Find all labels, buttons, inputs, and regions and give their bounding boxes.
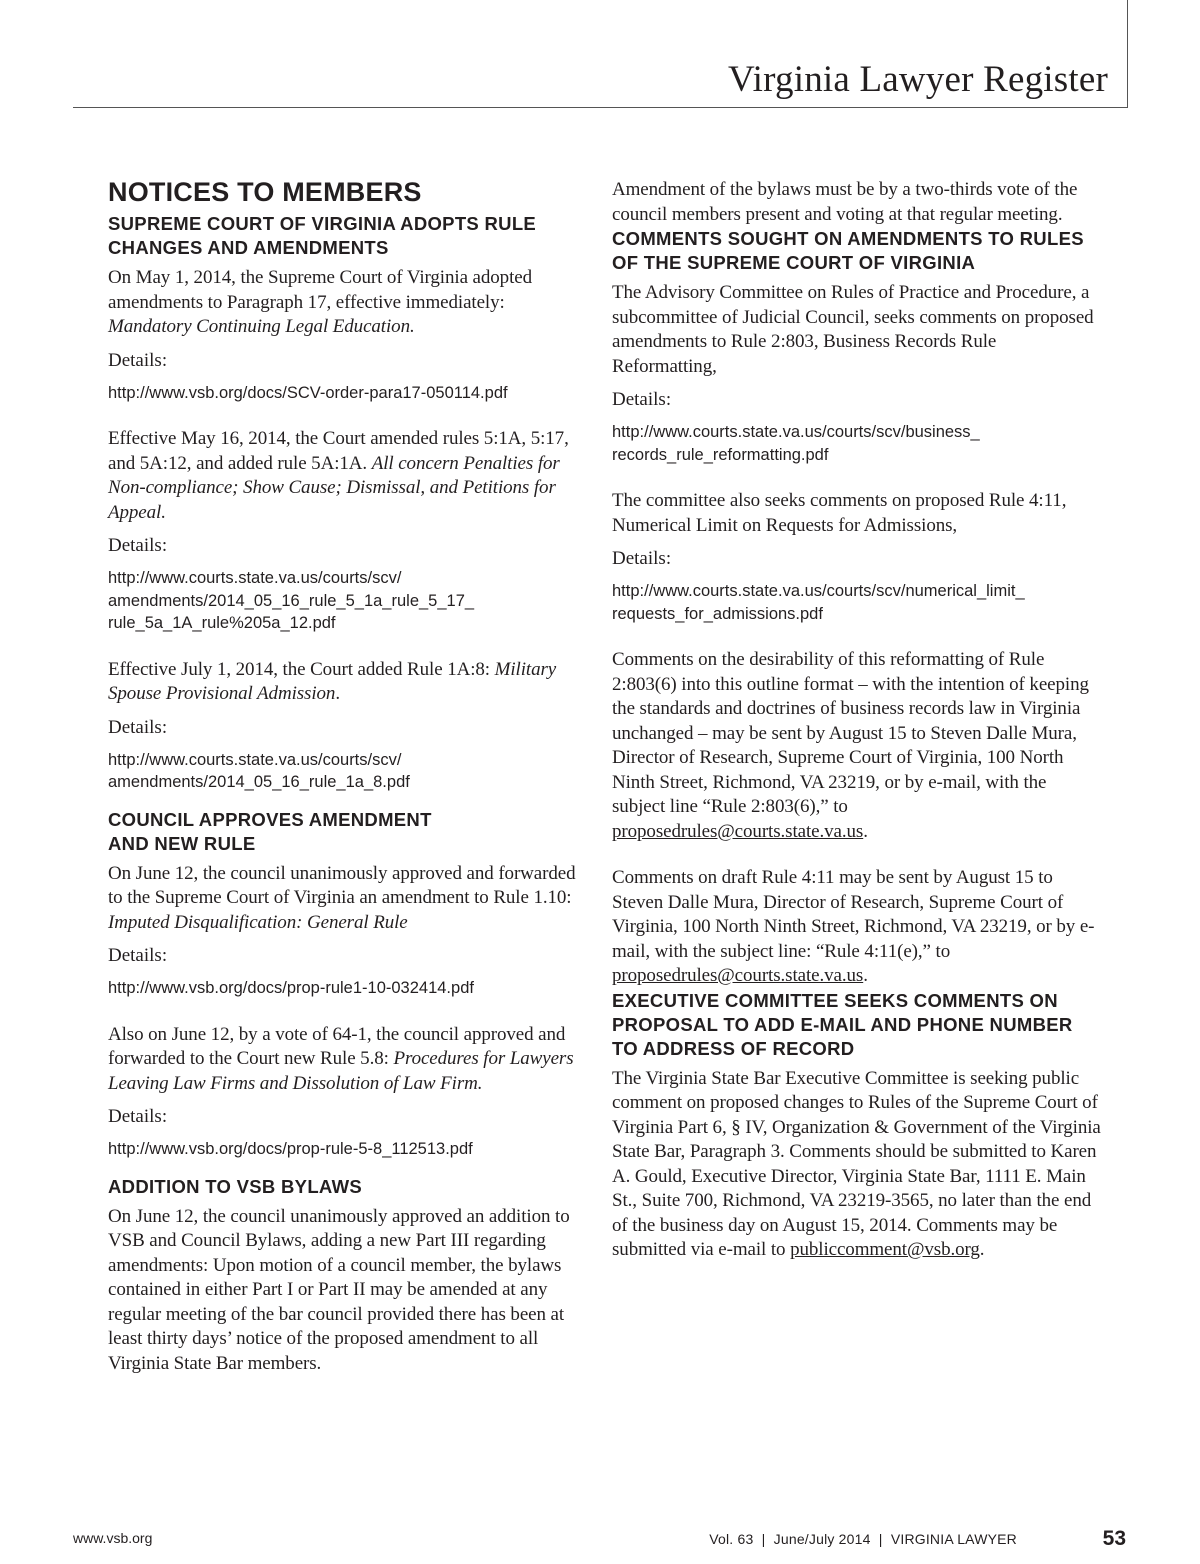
paragraph: Effective May 16, 2014, the Court amended rules 5:1A, 5:17, and 5A:12, and added rule 5A:1A. All concern Penalties for Non-compliance; Show Cause; Dismissal, and Petitions for Appeal.	[108, 428, 569, 523]
details-label: Details:	[612, 548, 672, 569]
paragraph: The committee also seeks comments on proposed Rule 4:11, Numerical Limit on Requests for Admissions,	[612, 490, 1067, 536]
paragraph: Comments on the desirability of this reformatting of Rule 2:803(6) into this outline format – with the intention of keeping the standards and doctrines of business records law in Virginia unchanged – may be sent by August 15 to Steven Dalle Mura, Director of Research, Supreme Court of Virginia, 100 North Ninth Street, Richmond, VA 23219, or by e-mail, with the subject line “Rule 2:803(6),” to proposedrules@courts.state.va.us.	[612, 649, 1089, 842]
details-label: Details:	[108, 945, 168, 966]
subheading-council-approves: COUNCIL APPROVES AMENDMENT AND NEW RULE	[108, 808, 432, 854]
paragraph: On June 12, the council unanimously approved and forwarded to the Supreme Court of Virginia an amendment to Rule 1.10: Imputed Disqualification: General Rule	[108, 862, 576, 933]
subheading-executive-committee: EXECUTIVE COMMITTEE SEEKS COMMENTS ON PROPOSAL TO ADD E-MAIL AND PHONE NUMBER TO ADDRESS OF RECORD	[612, 989, 1073, 1059]
paragraph: The Advisory Committee on Rules of Practice and Procedure, a subcommittee of Judicial Council, seeks comments on proposed amendments to Rule 2:803, Business Records Rule Reformatting,	[612, 282, 1094, 377]
url-link[interactable]: http://www.courts.state.va.us/courts/scv/numerical_limit_ requests_for_admissions.pdf	[612, 582, 1025, 623]
details-label: Details:	[108, 716, 168, 738]
page-number: 53	[1102, 1527, 1126, 1550]
email-link[interactable]: publiccomment@vsb.org	[790, 1239, 980, 1260]
right-column	[612, 178, 1102, 1263]
footer-issue: Vol. 63 | June/July 2014 | VIRGINIA LAWYER	[709, 1531, 1017, 1547]
details-label: Details:	[612, 389, 672, 410]
paragraph: On May 1, 2014, the Supreme Court of Virginia adopted amendments to Paragraph 17, effective immediately: Mandatory Continuing Legal Education.	[108, 267, 532, 337]
details-label: Details:	[108, 349, 168, 371]
paragraph: Also on June 12, by a vote of 64-1, the council approved and forwarded to the Court new Rule 5.8: Procedures for Lawyers Leaving Law Firms and Dissolution of Law Firm.	[108, 1023, 574, 1094]
running-header-title: Virginia Lawyer Register	[727, 59, 1108, 100]
url-link[interactable]: http://www.courts.state.va.us/courts/scv/ amendments/2014_05_16_rule_1a_8.pdf	[108, 750, 410, 791]
footer-website[interactable]: www.vsb.org	[73, 1530, 153, 1546]
url-link[interactable]: http://www.courts.state.va.us/courts/scv/ amendments/2014_05_16_rule_5_1a_rule_5_17_ rule_5a_1A_rule%205a_12.pdf	[108, 569, 475, 632]
email-link[interactable]: proposedrules@courts.state.va.us	[612, 965, 864, 986]
paragraph: The Virginia State Bar Executive Committee is seeking public comment on proposed changes to Rules of the Supreme Court of Virginia Part 6, § IV, Organization & Government of the Virginia State Bar, Paragraph 3. Comments should be submitted to Karen A. Gould, Executive Director, Virginia State Bar, 1111 E. Main St., Suite 700, Richmond, VA 23219-3565, no later than the end of the business day on August 15, 2014. Comments may be submitted via e-mail to publiccomment@vsb.org.	[612, 1067, 1101, 1260]
paragraph: On June 12, the council unanimously approved an addition to VSB and Council Bylaws, adding a new Part III regarding amendments: Upon motion of a council member, the bylaws contained in either Part I or Part II may be amended at any regular meeting of the bar council provided there has been at least thirty days’ notice of the proposed amendment to all Virginia State Bar members.	[108, 1205, 570, 1374]
paragraph: Effective July 1, 2014, the Court added Rule 1A:8: Military Spouse Provisional Admission.	[108, 658, 557, 704]
subheading-comments-sought: COMMENTS SOUGHT ON AMENDMENTS TO RULES OF THE SUPREME COURT OF VIRGINIA	[612, 228, 1084, 273]
details-label: Details:	[108, 535, 168, 556]
url-link[interactable]: http://www.vsb.org/docs/prop-rule1-10-032414.pdf	[108, 979, 474, 997]
section-heading: NOTICES TO MEMBERS	[108, 177, 422, 207]
paragraph-continued: Amendment of the bylaws must be by a two-thirds vote of the council members present and voting at that regular meeting.	[612, 179, 1078, 225]
header-vertical-rule	[1127, 0, 1128, 108]
url-link[interactable]: http://www.courts.state.va.us/courts/scv/business_ records_rule_reformatting.pdf	[612, 423, 980, 464]
url-link[interactable]: http://www.vsb.org/docs/prop-rule-5-8_112513.pdf	[108, 1140, 473, 1158]
url-link[interactable]: http://www.vsb.org/docs/SCV-order-para17-050114.pdf	[108, 383, 508, 402]
email-link[interactable]: proposedrules@courts.state.va.us	[612, 820, 864, 842]
left-column	[108, 176, 588, 1376]
details-label: Details:	[108, 1106, 168, 1127]
subheading-vsb-bylaws: ADDITION TO VSB BYLAWS	[108, 1175, 362, 1197]
subheading-rule-changes: SUPREME COURT OF VIRGINIA ADOPTS RULE CHANGES AND AMENDMENTS	[108, 213, 537, 258]
paragraph: Comments on draft Rule 4:11 may be sent by August 15 to Steven Dalle Mura, Director of Research, Supreme Court of Virginia, 100 North Ninth Street, Richmond, VA 23219, or by e-mail, with the subject line: “Rule 4:11(e),” to proposedrules@courts.state.va.us.	[612, 867, 1095, 986]
header-rule	[73, 107, 1128, 108]
